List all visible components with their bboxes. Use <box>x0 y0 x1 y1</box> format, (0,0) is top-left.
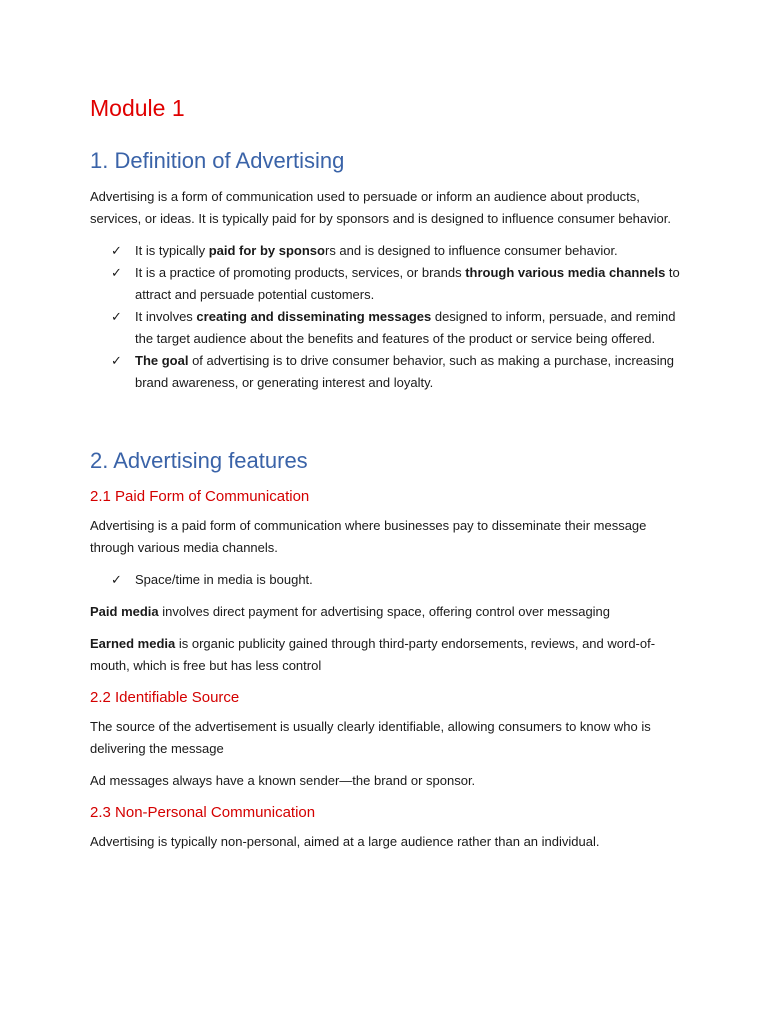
checklist-item <box>111 262 690 306</box>
subsection-2-2-para-1: The source of the advertisement is usually clearly identifiable, allowing consumers to know who is delivering the message <box>90 719 651 756</box>
checklist-item <box>111 306 690 350</box>
item-text: of advertising is to drive consumer behavior, such as making a purchase, increasing brand awareness, or generating interest and loyalty. <box>135 353 675 390</box>
subsection-2-1-heading: 2.1 Paid Form of Communication <box>90 488 310 505</box>
earned-media-para <box>90 633 690 677</box>
paid-checklist <box>90 569 690 591</box>
check-icon: ✓ <box>111 265 122 280</box>
earned-media-term: Earned media <box>90 636 176 651</box>
module-title: Module 1 <box>90 95 185 121</box>
check-icon: ✓ <box>111 309 122 324</box>
item-text: rs and is designed to influence consumer behavior. <box>324 243 618 258</box>
paid-media-para <box>90 601 690 623</box>
item-text: It is typically <box>135 243 209 258</box>
item-text: to attract and persuade potential customers. <box>135 265 680 302</box>
section-2-heading: 2. Advertising features <box>90 448 308 473</box>
check-icon: ✓ <box>111 353 122 368</box>
document-content <box>90 90 690 863</box>
item-bold: The goal <box>135 353 189 368</box>
subsection-2-2-heading: 2.2 Identifiable Source <box>90 689 240 706</box>
earned-media-text: is organic publicity gained through third-party endorsements, reviews, and word-of-mouth, which is free but has less control <box>90 636 656 673</box>
checklist-item <box>111 240 690 262</box>
item-bold: creating and disseminating messages <box>196 309 432 324</box>
subsection-2-1-para: Advertising is a paid form of communication where businesses pay to disseminate their message through various media channels. <box>90 518 647 555</box>
item-text: Space/time in media is bought. <box>135 572 313 587</box>
checklist-item <box>111 569 690 591</box>
definition-checklist <box>90 240 690 394</box>
subsection-2-3-para: Advertising is typically non-personal, aimed at a large audience rather than an individual. <box>90 834 600 849</box>
item-text: designed to inform, persuade, and remind the target audience about the benefits and features of the product or service being offered. <box>135 309 676 346</box>
checklist-item <box>111 350 690 394</box>
check-icon: ✓ <box>111 243 122 258</box>
subsection-2-3-heading: 2.3 Non-Personal Communication <box>90 804 316 821</box>
section-1-heading: 1. Definition of Advertising <box>90 148 345 173</box>
paid-media-text: involves direct payment for advertising space, offering control over messaging <box>158 604 611 619</box>
subsection-2-2-para-2: Ad messages always have a known sender—the brand or sponsor. <box>90 773 476 788</box>
item-text: It involves <box>135 309 197 324</box>
check-icon: ✓ <box>111 572 122 587</box>
item-text: It is a practice of promoting products, services, or brands <box>135 265 466 280</box>
item-bold: through various media channels <box>465 265 666 280</box>
item-bold: paid for by sponso <box>208 243 325 258</box>
paid-media-term: Paid media <box>90 604 159 619</box>
section-1-intro: Advertising is a form of communication used to persuade or inform an audience about products, services, or ideas. It is typically paid for by sponsors and is designed to influence consumer behavior. <box>90 189 671 226</box>
